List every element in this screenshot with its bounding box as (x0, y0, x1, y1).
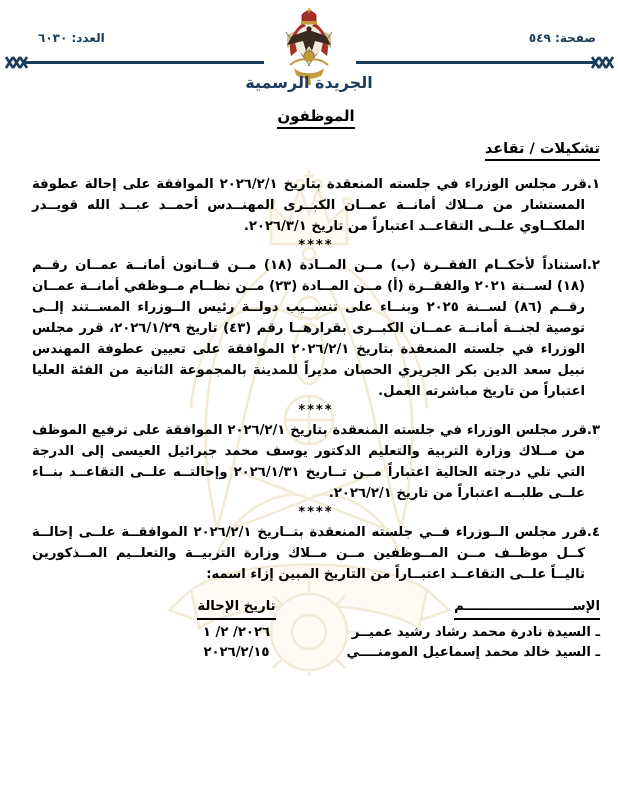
decree-paragraph-4 (32, 522, 600, 585)
referral-date: ٢٠٢٦/ ٢/ ١ (202, 625, 271, 640)
employee-name: ـ السيد خالد محمد إسماعيل المومنــــي (346, 645, 600, 660)
paragraph-number: ٣. (586, 423, 600, 438)
header-rule-left (24, 61, 264, 64)
header-rule-right (356, 61, 594, 64)
braid-ornament-icon (590, 54, 614, 75)
stars-separator: **** (298, 238, 334, 253)
paragraph-text: قرر مجلس الــوزراء فــي جلسته المنعقدة بتــاريخ ٢٠٢٦/٢/١ الموافقــة علــى إحالــة كــل موظــف مــن المــوظفين مــن مــلاك وزارة التربيــة والتعلــيم المــذكورين تاليــاً علــى التقاعــد اعتبــاراً من التاريخ المبين إزاء اسمه: (32, 525, 587, 582)
subsection-title-retirement: تشكيلات / تقاعد (32, 138, 600, 161)
page-number-label: صفحة: ٥٤٩ (528, 31, 596, 45)
section-title-employees: الموظفون (32, 106, 600, 129)
braid-ornament-icon (4, 54, 28, 75)
decree-paragraph-1 (32, 174, 600, 237)
document-body (32, 106, 600, 663)
paragraph-text: قرر مجلس الوزراء في جلسته المنعقدة بتاريخ ٢٠٢٦/٢/١ الموافقة على ترفيع الموظف من مــلاك وزارة التربية والتعليم الدكتور يوسف محمد جبرائيل العيسى إلى الدرجة التي تلي درجته الحالية اعتباراً مــن تــاريخ ٢٠٢٦/١/٣١ وإحالتــه علــى التقاعــد بنــاء علــى طلبــه اعتباراً من تاريخ ٢٠٢٦/٢/١. (32, 423, 587, 501)
employee-name: ـ السيدة نادرة محمد رشاد رشيد عميــر (351, 625, 600, 640)
paragraph-text: استناداً لأحكــام الفقــرة (ب) مــن المــادة (١٨) مــن قــانون أمانــة عمــان رقــم (١٨) لســنة ٢٠٢١ والفقــرة (أ) مــن المــادة (٢٣) مــن نظــام مــوظفي أمانــة عمــان رقــم (٨٦) لســنة ٢٠٢٥ وبنــاء على تنســيب دولــة رئيس الــوزراء المســتند إلــى توصية لجنــة أمانــة عمــان الكبــرى بقرارهــا رقم (٤٣) تاريخ ٢٠٢٦/١/٢٩، قرر مجلس الوزراء في جلسته المنعقدة بتاريخ ٢٠٢٦/٢/١ الموافقة على تعيين عطوفة المهندس نبيل سعد الدين بكر الجريري الحصان مديراً للمدينة بالمجموعة الثانية من الفئة العليا اعتباراً من تاريخ مباشرته العمل. (32, 258, 587, 399)
table-row (144, 623, 600, 643)
paragraph-number: ١. (586, 177, 600, 192)
date-column-header: تاريخ الإحالة (144, 597, 329, 620)
table-row (144, 643, 600, 663)
paragraph-number: ٤. (586, 525, 600, 540)
retirement-table (144, 597, 600, 663)
stars-separator: **** (298, 505, 334, 520)
decree-paragraph-2 (32, 255, 600, 402)
table-header-row (144, 597, 600, 620)
stars-separator: **** (298, 403, 334, 418)
gazette-title: الجريدة الرسمية (245, 73, 373, 92)
paragraph-number: ٢. (586, 258, 600, 273)
name-column-header: الإســــــــــــــــــــــــم (329, 597, 600, 620)
referral-date: ٢٠٢٦/٢/١٥ (203, 645, 270, 660)
issue-number-label: العدد: ٦٠٣٠ (38, 31, 105, 45)
decree-paragraph-3 (32, 420, 600, 504)
paragraph-text: قرر مجلس الوزراء في جلسته المنعقدة بتاريخ ٢٠٢٦/٢/١ الموافقة على إحالة عطوفة المستشار من مــلاك أمانــة عمــان الكبــرى المهنــدس أحمــد عبــد الله قويــدر الملكــاوي علــى التقاعــد اعتباراً من تاريخ ٢٠٢٦/٣/١. (32, 177, 587, 234)
